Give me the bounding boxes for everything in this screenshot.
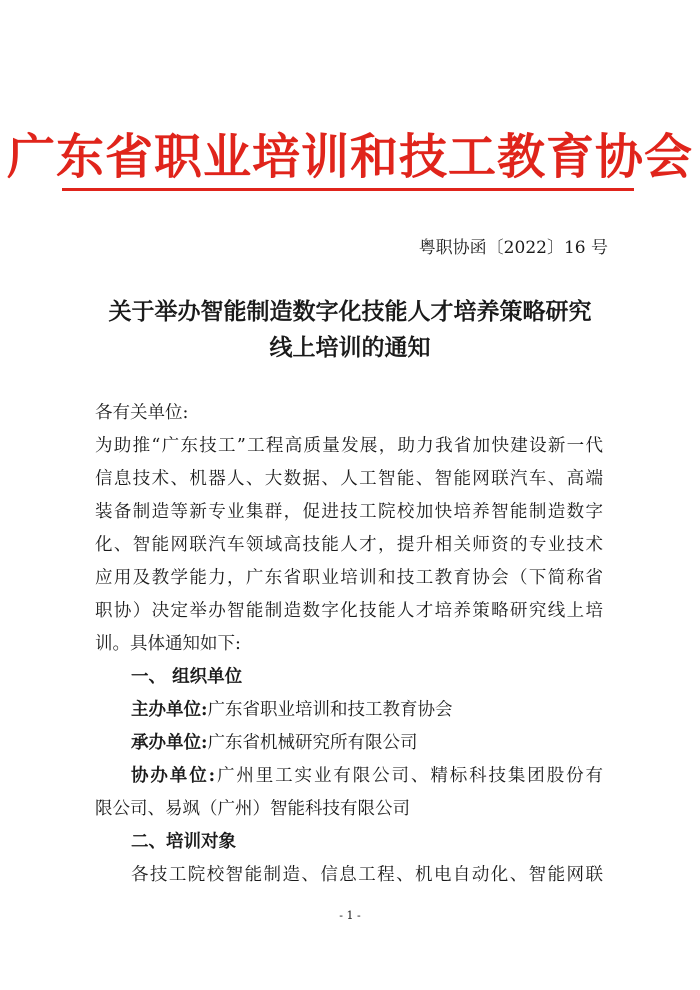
host-unit-label: 主办单位: <box>131 700 208 720</box>
letterhead-divider <box>62 188 634 191</box>
co-organizer-label: 协办单位: <box>131 766 216 786</box>
section-heading: 一、 组织单位 <box>131 667 243 687</box>
co-organizer-row <box>131 762 603 787</box>
paragraph-line: 信息技术、机器人、大数据、人工智能、智能网联汽车、高端 <box>95 469 603 489</box>
document-number: 粤职协函〔2022〕16 号 <box>418 238 608 258</box>
letterhead-title: 广东省职业培训和技工教育协会 <box>6 129 693 185</box>
host-unit-row <box>131 696 452 721</box>
host-unit-value: 广东省职业培训和技工教育协会 <box>207 700 453 720</box>
paragraph-line: 应用及教学能力，广东省职业培训和技工教育协会（下简称省 <box>95 568 603 588</box>
section-heading: 二、培训对象 <box>131 832 236 852</box>
organizer-unit-row <box>131 729 417 754</box>
paragraph-line: 训。具体通知如下: <box>95 634 241 654</box>
co-organizer-continuation: 限公司、易飒（广州）智能科技有限公司 <box>95 799 410 819</box>
organizer-unit-value: 广东省机械研究所有限公司 <box>207 733 418 753</box>
notice-title-line-1: 关于举办智能制造数字化技能人才培养策略研究 <box>108 298 592 325</box>
paragraph-line: 化、智能网联汽车领域高技能人才，提升相关师资的专业技术 <box>95 535 603 555</box>
paragraph-line: 装备制造等新专业集群，促进技工院校加快培养智能制造数字 <box>95 502 603 522</box>
paragraph-line: 各技工院校智能制造、信息工程、机电自动化、智能网联 <box>131 865 603 885</box>
co-organizer-value: 广州里工实业有限公司、精标科技集团股份有 <box>215 766 604 786</box>
paragraph-line: 职协）决定举办智能制造数字化技能人才培养策略研究线上培 <box>95 601 603 621</box>
page-number: - 1 - <box>339 909 361 922</box>
organizer-unit-label: 承办单位: <box>131 733 208 753</box>
paragraph-line: 为助推“广东技工”工程高质量发展，助力我省加快建设新一代 <box>95 436 603 456</box>
salutation: 各有关单位: <box>95 403 189 423</box>
notice-title-line-2: 线上培训的通知 <box>269 334 431 361</box>
